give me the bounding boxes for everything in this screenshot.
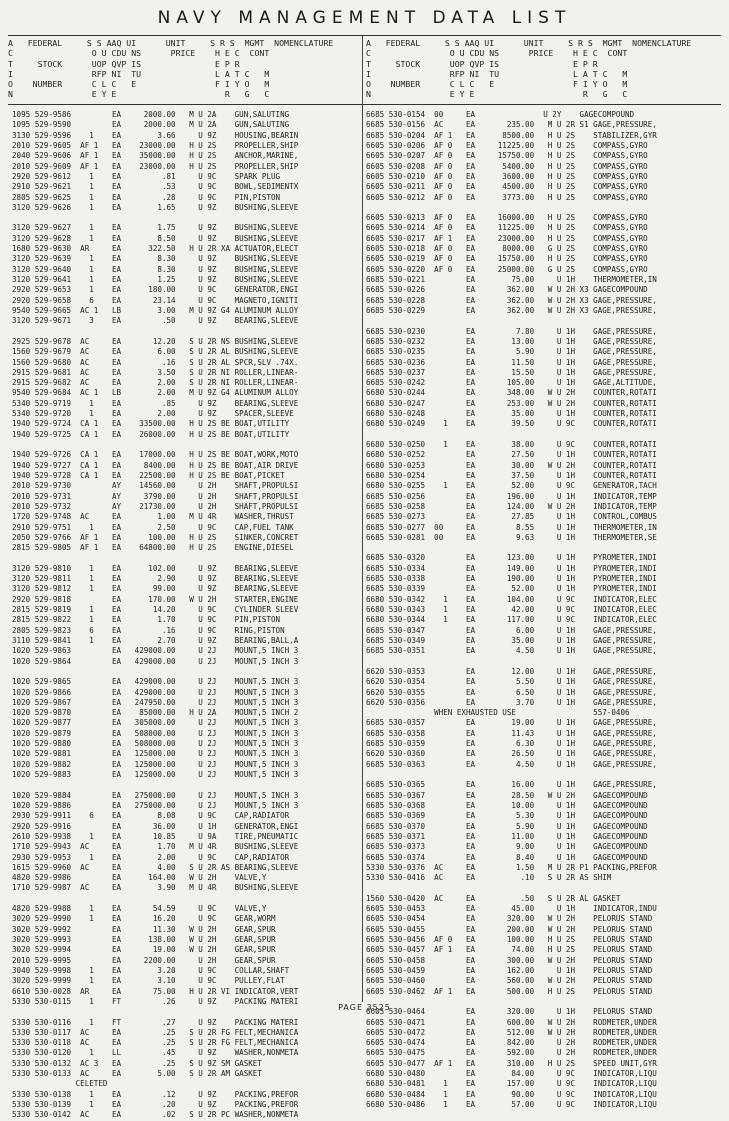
list-item: 2920 529-9916 EA 36.00 U 1H GENERATOR,ENGI — [12, 821, 299, 831]
list-item: 3120 529-9812 1 EA 99.00 U 9Z BEARING,SLEEVE — [12, 584, 299, 594]
list-item: 1940 529-9725 CA 1 EA 26000.00 H U 2S BE BOAT,UTILITY — [12, 429, 290, 439]
list-item: 1020 529-9877 EA 305000.00 U 2J MOUNT,5 INCH 3 — [12, 718, 299, 728]
list-item: 2910 529-9751 1 EA 2.50 U 9C CAP,FUEL TANK — [12, 522, 294, 532]
list-item: 6680 530-0247 EA 253.00 W U 2H COUNTER,ROTATI — [366, 398, 657, 408]
list-item: 6685 530-0204 AF 1 EA 8500.00 H U 2S STABILIZER,GYR — [366, 130, 657, 140]
list-item: 6680 530-0486 1 EA 57.00 U 9C INDICATOR,LIQU — [366, 1100, 657, 1109]
list-item: 6605 530-0213 AF 0 EA 16000.00 H U 2S COMPASS,GYRO — [366, 213, 648, 223]
list-item: 2920 529-9612 1 EA .81 U 9C SPARK PLUG — [12, 171, 281, 181]
list-item: 2815 529-9819 1 EA 14.20 U 9C CYLINDER SLEEV — [12, 605, 299, 614]
top-rule — [8, 35, 721, 36]
list-item: 3110 529-9841 1 EA 2.70 U 9Z BEARING,BALL,A — [12, 635, 299, 645]
list-item: 5330 530-0376 AC EA 1.50 M U 2R P1 PACKING,PREFOR — [366, 862, 657, 872]
list-item: 5330 530-0138 1 EA .12 U 9Z PACKING,PREFOR — [12, 1089, 299, 1099]
list-item: 1095 529-9590 EA 2000.00 M U 2A GUN,SALUTING — [12, 120, 290, 130]
list-item: 6680 530-0244 EA 348.00 W U 2H COUNTER,ROTATI — [366, 388, 657, 398]
list-item: 6685 530-0228 EA 362.00 W U 2H X3 GAGE,PRESSURE, — [366, 295, 657, 305]
list-item: 6605 530-0217 AF 1 EA 23000.00 H U 2S COMPASS,GYRO — [366, 233, 648, 243]
list-item: 6685 530-0237 EA 15.50 U 1H GAGE,PRESSURE, — [366, 367, 657, 377]
list-item: 6680 530-0253 EA 30.00 W U 2H COUNTER,ROTATI — [366, 460, 657, 470]
list-item: CELETED — [12, 1079, 108, 1089]
column-divider — [362, 36, 363, 1002]
list-item: 6685 530-0359 EA 6.30 U 1H GAGE,PRESSURE, — [366, 739, 657, 749]
list-item: 1680 529-9630 AR EA 322.50 H U 2R XA ACTUATOR,ELECT — [12, 244, 299, 254]
list-item: 1940 529-9724 CA 1 EA 33500.00 H U 2S BE BOAT,UTILITY — [12, 419, 290, 429]
group-gap — [366, 770, 657, 780]
list-item: 6605 530-0206 AF 0 EA 11225.00 H U 2S COMPASS,GYRO — [366, 140, 648, 150]
list-item: 6680 530-0249 1 EA 39.50 U 9C COUNTER,ROTATI — [366, 419, 657, 429]
group-gap — [366, 203, 657, 213]
page-title: NAVY MANAGEMENT DATA LIST — [157, 8, 572, 28]
list-item: 6680 530-0480 EA 84.00 U 9C INDICATOR,LIQU — [366, 1069, 657, 1079]
list-item: 6685 530-0320 EA 123.00 U 1H PYROMETER,INDI — [366, 553, 657, 563]
list-item: 2915 529-9682 AC EA 2.00 S U 2R NI ROLLER,LINEAR- — [12, 378, 299, 388]
list-item: 4820 529-9988 1 EA 54.59 U 9C VALVE,Y — [12, 904, 267, 914]
list-item: 3120 529-9627 1 EA 1.75 U 9Z BUSHING,SLEEVE — [12, 223, 299, 233]
list-item: 6685 530-0273 EA 27.85 U 1H CONTROL,COMBUS — [366, 512, 657, 522]
list-item: 6685 530-0374 EA 8.40 U 1H GAGECOMPOUND — [366, 852, 648, 862]
list-item: 6685 530-0256 EA 196.00 U 1H INDICATOR,TEMP — [366, 491, 657, 501]
list-item: 2815 529-9805 AF 1 EA 64800.00 H U 2S ENGINE,DIESEL — [12, 543, 294, 553]
list-item: 6685 530-0242 EA 105.00 U 1H GAGE,ALTITUDE, — [366, 378, 657, 388]
list-item: 6605 530-0210 AF 0 EA 3600.00 H U 2S COMPASS,GYRO — [366, 171, 648, 181]
list-item: 5330 530-0132 AC 3 EA .25 S U 9Z SM GASKET — [12, 1058, 262, 1068]
list-item: 6685 530-0221 EA 75.00 U 1H THERMOMETER,IN — [366, 275, 657, 284]
list-item: 6605 530-0462 AF 1 EA 500.00 H U 2S PELORUS STAND — [366, 986, 653, 996]
list-item: 2010 529-9609 AF 1 EA 23000.00 H U 2S PROPELLER,SHIP — [12, 161, 299, 171]
list-item: 6680 530-0250 1 EA 38.00 U 9C COUNTER,ROTATI — [366, 440, 657, 449]
list-item: 6680 530-0484 1 EA 90.00 U 9C INDICATOR,LIQU — [366, 1089, 657, 1099]
list-item: 6685 530-0156 AC EA 235.00 M U 2R S1 GAGE,PRESSURE, — [366, 120, 657, 130]
list-item: 5330 530-0115 1 FT .26 U 9Z PACKING MATERI — [12, 996, 299, 1006]
list-item: 3120 529-9640 1 EA 8.30 U 9Z BUSHING,SLEEVE — [12, 264, 299, 274]
list-item: 6680 530-0343 1 EA 42.00 U 9C INDICATOR,ELEC — [366, 605, 657, 614]
list-item: 2805 529-9823 6 EA .16 U 9C RING,PISTON — [12, 625, 285, 635]
group-gap — [366, 430, 657, 440]
list-item: 5340 529-9719 1 EA .85 U 9Z BEARING,SLEEVE — [12, 398, 299, 408]
list-item: 1615 529-9960 AC EA 4.00 S U 2R AS BEARING,SLEEVE — [12, 862, 299, 872]
list-item: 5330 530-0118 AC EA .25 S U 2R FG FELT,MECHANICA — [12, 1038, 299, 1048]
list-item: 2805 529-9625 1 EA .28 U 9C PIN,PISTON — [12, 192, 281, 202]
list-item: 1020 529-9883 EA 125000.00 U 2J MOUNT,5 INCH 3 — [12, 770, 299, 779]
list-item: 2010 529-9730 AY 14560.00 U 2H SHAFT,PROPULSI — [12, 481, 299, 491]
list-item: 6605 530-0453 EA 45.00 U 1H INDICATOR,INDU — [366, 904, 657, 914]
list-item: 6605 530-0474 EA 842.00 U 2H RODMETER,UNDER — [366, 1038, 657, 1048]
group-gap — [366, 883, 657, 893]
list-item: 6605 530-0214 AF 0 EA 11225.00 H U 2S COMPASS,GYRO — [366, 223, 648, 233]
list-item: WHEN EXHAUSTED USE 557-0406 — [366, 708, 630, 718]
list-item: 2040 529-9606 AF 1 EA 35000.00 H U 2S ANCHOR,MARINE, — [12, 151, 299, 161]
list-item: 6685 530-0258 EA 124.00 W U 2H INDICATOR,TEMP — [366, 501, 657, 511]
list-item: 6685 530-0368 EA 10.00 U 1H GAGECOMPOUND — [366, 800, 648, 810]
list-item: 2815 529-9822 1 EA 1.70 U 9C PIN,PISTON — [12, 615, 281, 625]
list-item: 6685 530-0154 00 EA U 2Y GAGECOMPOUND — [366, 110, 635, 119]
list-item: 6605 530-0464 EA 320.00 U 1H PELORUS STAND — [366, 1007, 653, 1017]
list-item: 1020 529-9863 EA 429000.00 U 2J MOUNT,5 INCH 3 — [12, 646, 299, 656]
list-item: 3020 529-9999 1 EA 3.10 U 9C PULLEY,FLAT — [12, 976, 285, 986]
group-gap — [12, 894, 298, 904]
list-item: 1710 529-9943 AC EA 1.70 M U 4R BUSHING,SLEEVE — [12, 842, 299, 852]
list-item: 1940 529-9728 CA 1 EA 22500.00 H U 2S BE BOAT,PICKET — [12, 470, 285, 480]
list-item: 5330 530-0117 AC EA .25 S U 2R FG FELT,MECHANICA — [12, 1027, 299, 1037]
list-item: 6685 530-0358 EA 11.43 U 1H GAGE,PRESSURE, — [366, 728, 657, 738]
list-item: 1560 529-9679 AC EA 6.00 S U 2R AL BUSHING,SLEEVE — [12, 347, 299, 357]
list-item: 3020 529-9992 EA 11.30 W U 2H GEAR,SPUR — [12, 924, 276, 934]
list-item: 6605 530-0211 AF 0 EA 4500.00 H U 2S COMPASS,GYRO — [366, 182, 648, 192]
list-item: 5330 530-0133 AC EA 5.00 S U 2R AM GASKET — [12, 1069, 262, 1079]
list-item: 1020 529-9865 EA 429000.00 U 2J MOUNT,5 INCH 3 — [12, 677, 299, 687]
list-item: 3020 529-9994 EA 19.00 W U 2H GEAR,SPUR — [12, 945, 276, 955]
list-item: 1020 529-9867 EA 247950.00 U 2J MOUNT,5 INCH 3 — [12, 697, 299, 707]
list-item: 6685 530-0371 EA 11.00 U 1H GAGECOMPOUND — [366, 831, 648, 841]
list-item: 6685 530-0357 EA 19.00 U 1H GAGE,PRESSURE, — [366, 718, 657, 728]
list-item: 1560 529-9680 AC EA .16 S U 2R AL SPCR,SLV .74X. — [12, 357, 299, 367]
list-item: 1020 529-9864 EA 429000.00 U 2J MOUNT,5 INCH 3 — [12, 656, 299, 666]
list-item: 6680 530-0248 EA 35.00 U 1H COUNTER,ROTATI — [366, 409, 657, 419]
list-item: 9540 529-9665 AC 1 LB 3.00 M U 9Z G4 ALUMINUM ALLOY — [12, 305, 299, 315]
list-item: 6620 530-0354 EA 5.50 U 1H GAGE,PRESSURE, — [366, 677, 657, 687]
list-item: 6605 530-0459 EA 162.00 U 1H PELORUS STAND — [366, 965, 653, 975]
list-item: 6605 530-0219 AF 0 EA 15750.00 H U 2S COMPASS,GYRO — [366, 254, 648, 264]
list-item: 3020 529-9993 EA 138.00 W U 2H GEAR,SPUR — [12, 935, 276, 944]
list-item: 1020 529-9884 EA 275000.00 U 2J MOUNT,5 INCH 3 — [12, 790, 299, 800]
list-item: 6605 530-0212 AF 0 EA 3773.00 H U 2S COMPASS,GYRO — [366, 192, 648, 202]
list-item: 5330 530-0142 AC EA .02 S U 2R PC WASHER,NONMETA — [12, 1110, 299, 1120]
list-item: 6685 530-0365 EA 16.00 U 1H GAGE,PRESSURE, — [366, 780, 657, 790]
list-item: 6685 530-0370 EA 5.90 U 1H GAGECOMPOUND — [366, 821, 648, 831]
list-item: 6605 530-0454 EA 320.00 W U 2H PELORUS STAND — [366, 914, 653, 924]
list-item: 6685 530-0351 EA 4.50 U 1H GAGE,PRESSURE, — [366, 646, 657, 656]
group-gap — [12, 327, 298, 337]
list-item: 6685 530-0230 EA 7.80 U 1H GAGE,PRESSURE, — [366, 326, 657, 336]
left-column — [12, 110, 298, 1121]
list-item: 6605 530-0458 EA 300.00 W U 2H PELORUS STAND — [366, 955, 653, 965]
group-gap — [12, 780, 298, 790]
group-gap — [366, 316, 657, 326]
group-gap — [366, 543, 657, 553]
list-item: 6685 530-0232 EA 13.00 U 1H GAGE,PRESSURE, — [366, 336, 657, 346]
list-item: 1020 529-9870 EA 85000.00 H U 2A MOUNT,5 INCH 2 — [12, 708, 299, 718]
list-item: 6620 530-0356 EA 3.70 U 1H GAGE,PRESSURE, — [366, 697, 657, 707]
list-item: 6605 530-0207 AF 0 EA 15750.00 H U 2S COMPASS,GYRO — [366, 151, 648, 161]
list-item: 2920 529-9818 EA 170.00 W U 2H STARTER,ENGINE — [12, 594, 299, 604]
list-item: 1940 529-9726 CA 1 EA 17000.00 H U 2S BE BOAT,WORK,MOTO — [12, 450, 299, 460]
list-item: 3040 529-9998 1 EA 3.20 U 9C COLLAR,SHAFT — [12, 965, 290, 975]
list-item: 6685 530-0235 EA 5.90 U 1H GAGE,PRESSURE, — [366, 347, 657, 357]
group-gap — [12, 440, 298, 450]
list-item: 6605 530-0456 AF 0 EA 100.00 H U 2S PELORUS STAND — [366, 935, 653, 944]
list-item: 6685 530-0367 EA 28.50 W U 2H GAGECOMPOUND — [366, 790, 648, 800]
list-item: 5340 529-9720 1 EA 2.00 U 9Z SPACER,SLEEVE — [12, 409, 294, 419]
list-item: 6680 530-0255 1 EA 52.00 U 9C GENERATOR,TACH — [366, 481, 657, 491]
list-item: 6605 530-0460 EA 560.00 W U 2H PELORUS STAND — [366, 976, 653, 986]
list-item: 6685 530-0229 EA 362.00 W U 2H X3 GAGE,PRESSURE, — [366, 305, 657, 315]
list-item: 6685 530-0339 EA 52.00 U 1H PYROMETER,INDI — [366, 584, 657, 594]
list-item: 1020 529-9881 EA 125000.00 U 2J MOUNT,5 INCH 3 — [12, 749, 299, 759]
list-item: 2010 529-9605 AF 1 EA 23000.00 H U 2S PROPELLER,SHIP — [12, 140, 299, 150]
left-column-header: A FEDERAL S S AAQ UI UNIT S R S MGMT NOMENCLATURE C O U CDU NS PRICE H E C CONT T STOCK UOP QVP IS E P R I RFP NI TU L A T C M O NUMBER C L C E F I Y O M N E Y E R G C — [8, 38, 334, 100]
list-item: 2010 529-9995 EA 2200.00 U 2H GEAR,SPUR — [12, 955, 276, 965]
list-item: 6685 530-0349 EA 35.00 U 1H GAGE,PRESSURE, — [366, 635, 657, 645]
group-gap — [12, 667, 298, 677]
list-item: 6610 530-0028 AR EA 75.00 H U 2R VI INDICATOR,VERT — [12, 986, 299, 996]
list-item: 5330 530-0416 AC EA .10 S U 2R AS SHIM — [366, 873, 612, 883]
list-item: 6605 530-0471 EA 600.00 W U 2H RODMETER,UNDER — [366, 1017, 657, 1027]
list-item: 3120 529-9628 1 EA 8.50 U 9Z BUSHING,SLEEVE — [12, 233, 299, 243]
list-item: 9540 529-9684 AC 1 LB 2.00 M U 9Z G4 ALUMINUM ALLOY — [12, 388, 299, 398]
list-item: 2920 529-9653 1 EA 180.00 U 9C GENERATOR,ENGI — [12, 285, 299, 295]
list-item: 6605 530-0455 EA 200.00 W U 2H PELORUS STAND — [366, 924, 653, 934]
list-item: 6605 530-0475 EA 592.00 U 2H RODMETER,UNDER — [366, 1048, 657, 1058]
list-item: 2010 529-9732 AY 21730.00 U 2H SHAFT,PROPULSI — [12, 501, 299, 511]
list-item: 6620 530-0360 EA 26.50 U 1H GAGE,PRESSURE, — [366, 749, 657, 759]
list-item: 6685 530-0236 EA 11.50 U 1H GAGE,PRESSURE, — [366, 357, 657, 367]
list-item: 6605 530-0477 AF 1 EA 310.00 H U 2S SPEED UNIT,GYR — [366, 1058, 657, 1068]
list-item: 6685 530-0226 EA 362.00 W U 2H X3 GAGECOMPOUND — [366, 285, 648, 295]
list-item: 6685 530-0369 EA 5.30 U 1H GAGECOMPOUND — [366, 811, 648, 821]
list-item: 3120 529-9641 1 EA 1.25 U 9Z BUSHING,SLEEVE — [12, 275, 299, 284]
list-item: 6685 530-0334 EA 149.00 U 1H PYROMETER,INDI — [366, 563, 657, 573]
list-item: 6680 530-0342 1 EA 104.00 U 9C INDICATOR,ELEC — [366, 594, 657, 604]
list-item: 1710 529-9987 AC EA 3.90 M U 4R BUSHING,SLEEVE — [12, 883, 299, 893]
list-item: 6605 530-0208 AF 0 EA 5400.00 H U 2S COMPASS,GYRO — [366, 161, 648, 171]
list-item: 6605 530-0218 AF 0 EA 8000.00 G U 2S COMPASS,GYRO — [366, 244, 648, 254]
list-item: 6685 530-0363 EA 4.50 U 1H GAGE,PRESSURE, — [366, 759, 657, 769]
list-item: 2010 529-9731 AY 3790.00 U 2H SHAFT,PROPULSI — [12, 491, 299, 501]
right-column — [366, 110, 657, 1110]
list-item: 4820 529-9986 EA 164.00 W U 2H VALVE,Y — [12, 873, 267, 883]
right-column-header: A FEDERAL S S AAQ UI UNIT S R S MGMT NOMENCLATURE C O U CDU NS PRICE H E C CONT T STOCK UOP QVP IS E P R I RFP NI TU L A T C M O NUMBER C L C E F I Y O M N E Y E R G C — [366, 38, 692, 100]
list-item: 3130 529-9596 1 EA 3.66 U 9Z HOUSING,BEARIN — [12, 130, 299, 140]
list-item: 6605 530-0457 AF 1 EA 74.00 H U 2S PELORUS STAND — [366, 945, 653, 955]
list-item: 6680 530-0254 EA 37.50 U 1H COUNTER,ROTATI — [366, 470, 657, 480]
list-item: 1020 529-9879 EA 508000.00 U 2J MOUNT,5 INCH 3 — [12, 728, 299, 738]
list-item: 6605 530-0472 EA 512.00 W U 2H RODMETER,UNDER — [366, 1027, 657, 1037]
list-item: 6620 530-0355 EA 6.50 U 1H GAGE,PRESSURE, — [366, 687, 657, 697]
list-item: 2050 529-9766 AF 1 EA 100.00 H U 2S SINKER,CONCRET — [12, 532, 299, 542]
list-item: 1940 529-9727 CA 1 EA 8400.00 H U 2S BE BOAT,AIR DRIVE — [12, 460, 299, 470]
list-item: 1020 529-9886 EA 275000.00 U 2J MOUNT,5 INCH 3 — [12, 800, 299, 810]
list-item: 6605 530-0220 AF 0 EA 25000.00 G U 2S COMPASS,GYRO — [366, 264, 648, 274]
list-item: 6680 530-0344 1 EA 117.00 U 9C INDICATOR,ELEC — [366, 615, 657, 625]
list-item: 3120 529-9811 1 EA 2.90 U 9Z BEARING,SLEEVE — [12, 574, 299, 584]
list-item: 6685 530-0373 EA 9.00 U 1H GAGECOMPOUND — [366, 842, 648, 852]
group-gap — [366, 657, 657, 667]
list-item: 6680 530-0252 EA 27.50 U 1H COUNTER,ROTATI — [366, 450, 657, 460]
header-rule — [8, 104, 721, 105]
list-item: 3120 529-9671 3 EA .50 U 9Z BEARING,SLEEVE — [12, 316, 299, 326]
list-item: 2915 529-9681 AC EA 3.50 S U 2R NI ROLLER,LINEAR- — [12, 367, 299, 377]
list-item: 3120 529-9810 1 EA 102.00 U 9Z BEARING,SLEEVE — [12, 563, 299, 573]
list-item: 2930 529-9953 1 EA 2.00 U 9C CAP,RADIATOR — [12, 852, 290, 862]
list-item: 2925 529-9678 AC EA 12.20 S U 2R NS BUSHING,SLEEVE — [12, 336, 299, 346]
list-item: 6685 530-0347 EA 6.00 U 1H GAGE,PRESSURE, — [366, 625, 657, 635]
list-item: 3120 529-9639 1 EA 8.30 U 9Z BUSHING,SLEEVE — [12, 254, 299, 264]
list-item: 3020 529-9990 1 EA 16.20 U 9C GEAR,WORM — [12, 914, 276, 924]
list-item: 1720 529-9748 AC EA 1.00 M U 4R WASHER,THRUST — [12, 512, 294, 522]
list-item: 2930 529-9911 6 EA 8.08 U 9C CAP,RADIATOR — [12, 811, 290, 821]
page-footer: PAGE 3525 — [338, 1003, 391, 1012]
list-item: 1020 529-9880 EA 508000.00 U 2J MOUNT,5 INCH 3 — [12, 739, 299, 749]
list-item: 6685 530-0277 00 EA 8.55 U 1H THERMOMETER,IN — [366, 522, 657, 532]
list-item: 3120 529-9626 1 EA 1.65 U 9Z BUSHING,SLEEVE — [12, 202, 299, 212]
list-item: 1020 529-9882 EA 125000.00 U 2J MOUNT,5 INCH 3 — [12, 759, 299, 769]
list-item: 2910 529-9621 1 EA .53 U 9C BOWL,SEDIMENTX — [12, 182, 299, 192]
list-item: 6685 530-0338 EA 190.00 U 1H PYROMETER,INDI — [366, 574, 657, 584]
list-item: 5330 530-0116 1 FT .27 U 9Z PACKING MATERI — [12, 1017, 299, 1027]
list-item: 5330 530-0139 1 EA .20 U 9Z PACKING,PREFOR — [12, 1100, 299, 1109]
list-item: 1020 529-9866 EA 429000.00 U 2J MOUNT,5 INCH 3 — [12, 687, 299, 697]
list-item: 6685 530-0281 00 EA 9.63 U 1H THERMOMETER,SE — [366, 532, 657, 542]
list-item: 6680 530-0481 1 EA 157.00 U 9C INDICATOR,LIQU — [366, 1079, 657, 1089]
group-gap — [12, 213, 298, 223]
list-item: 2920 529-9658 6 EA 23.14 U 9C MAGNETO,IGNITI — [12, 295, 299, 305]
list-item: 1560 530-0420 AC EA .50 S U 2R AL GASKET — [366, 893, 621, 903]
list-item: 6620 530-0353 EA 12.00 U 1H GAGE,PRESSURE, — [366, 666, 657, 676]
list-item: 2610 529-9938 1 EA 10.85 U 9A TIRE,PNEUMATIC — [12, 831, 299, 841]
list-item: 1095 529-9586 EA 2000.00 M U 2A GUN,SALUTING — [12, 110, 290, 119]
group-gap — [12, 553, 298, 563]
list-item: 5330 530-0120 1 LL .45 U 9Z WASHER,NONMETA — [12, 1048, 299, 1058]
